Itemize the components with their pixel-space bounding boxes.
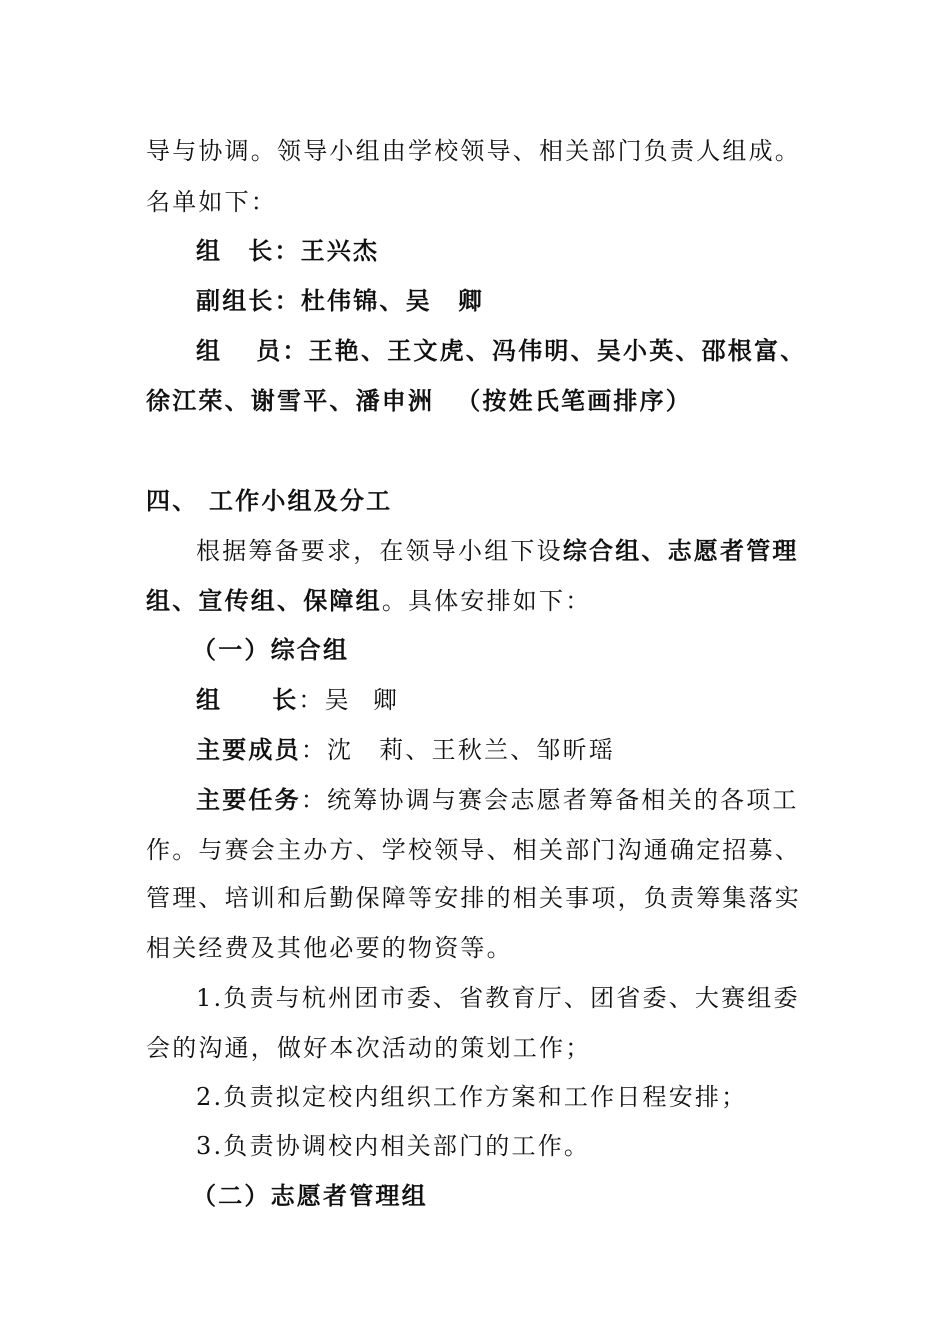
members-label-part1: 组 bbox=[196, 336, 223, 365]
section-4-paragraph-end: 。具体安排如下： bbox=[381, 587, 592, 615]
members-line-1: 王艳、王文虎、冯伟明、吴小英、邵根富、 bbox=[308, 336, 807, 365]
intro-line-1: 导与协调。领导小组由学校领导、相关部门负责人组成。 bbox=[146, 137, 801, 165]
group-1-item-2: 2.负责拟定校内组织工作方案和工作日程安排； bbox=[196, 1083, 748, 1111]
section-4-paragraph-line-1 bbox=[196, 531, 816, 571]
group-1-members-row bbox=[196, 730, 816, 770]
deputy-leader-row bbox=[196, 281, 816, 321]
group-1-task-colon: ： bbox=[300, 786, 328, 814]
group-1-leader-row bbox=[196, 680, 816, 720]
leader-value: 王兴杰 bbox=[300, 236, 380, 265]
deputy-value-part1: 杜伟锦、吴 bbox=[300, 286, 432, 315]
group-1-task-line-2: 作。与赛会主办方、学校领导、相关部门沟通确定招募、 bbox=[146, 836, 801, 864]
leader-row bbox=[196, 231, 816, 271]
deputy-label: 副组长： bbox=[196, 286, 301, 315]
group-1-leader-value-part2: 卿 bbox=[372, 686, 400, 714]
group-1-task-line-4: 相关经费及其他必要的物资等。 bbox=[146, 934, 513, 962]
group-1-task-row bbox=[196, 780, 816, 820]
section-4-heading: 四、 工作小组及分工 bbox=[146, 486, 393, 515]
members-order-note: （按姓氏笔画排序） bbox=[456, 386, 693, 415]
group-1-leader-label-part1: 组 bbox=[196, 685, 223, 714]
members-line-2: 徐江荣、谢雪平、潘申洲 bbox=[146, 386, 435, 415]
group-2-heading: （二）志愿者管理组 bbox=[192, 1181, 428, 1210]
group-1-leader-colon: ： bbox=[298, 686, 325, 714]
group-1-item-3: 3.负责协调校内相关部门的工作。 bbox=[196, 1132, 591, 1160]
intro-line-2: 名单如下： bbox=[146, 188, 277, 216]
group-1-members-colon: ： bbox=[300, 736, 328, 764]
members-row bbox=[196, 331, 816, 371]
section-4-paragraph-line-2 bbox=[146, 581, 816, 621]
leader-label-part1: 组 bbox=[196, 236, 223, 265]
deputy-value-part2: 卿 bbox=[457, 286, 485, 315]
group-1-heading: （一）综合组 bbox=[192, 635, 350, 664]
group-1-task-label: 主要任务 bbox=[196, 785, 301, 814]
section-4-groups-bold-2: 组、宣传组、保障组 bbox=[146, 586, 382, 615]
group-1-task-line-1: 统筹协调与赛会志愿者筹备相关的各项工 bbox=[327, 786, 799, 814]
section-4-paragraph-start: 根据筹备要求，在领导小组下设 bbox=[196, 537, 563, 565]
group-1-item-1-line-1: 1.负责与杭州团市委、省教育厅、团省委、大赛组委 bbox=[196, 984, 800, 1012]
group-1-leader-label-part2: 长 bbox=[272, 685, 299, 714]
group-1-members-value-part1: 沈 bbox=[327, 736, 354, 764]
members-row-continued bbox=[146, 381, 816, 421]
leader-label-part2: 长： bbox=[248, 236, 301, 265]
group-1-leader-value-part1: 吴 bbox=[324, 686, 351, 714]
group-1-task-line-3: 管理、培训和后勤保障等安排的相关事项，负责筹集落实 bbox=[146, 884, 801, 912]
group-1-members-value-part2: 莉、王秋兰、邹昕瑶 bbox=[379, 736, 616, 764]
members-label-part2: 员： bbox=[256, 336, 309, 365]
group-1-members-label: 主要成员 bbox=[196, 735, 301, 764]
section-4-groups-bold-1: 综合组、志愿者管理 bbox=[562, 536, 799, 565]
group-1-item-1-line-2: 会的沟通，做好本次活动的策划工作； bbox=[146, 1034, 592, 1062]
